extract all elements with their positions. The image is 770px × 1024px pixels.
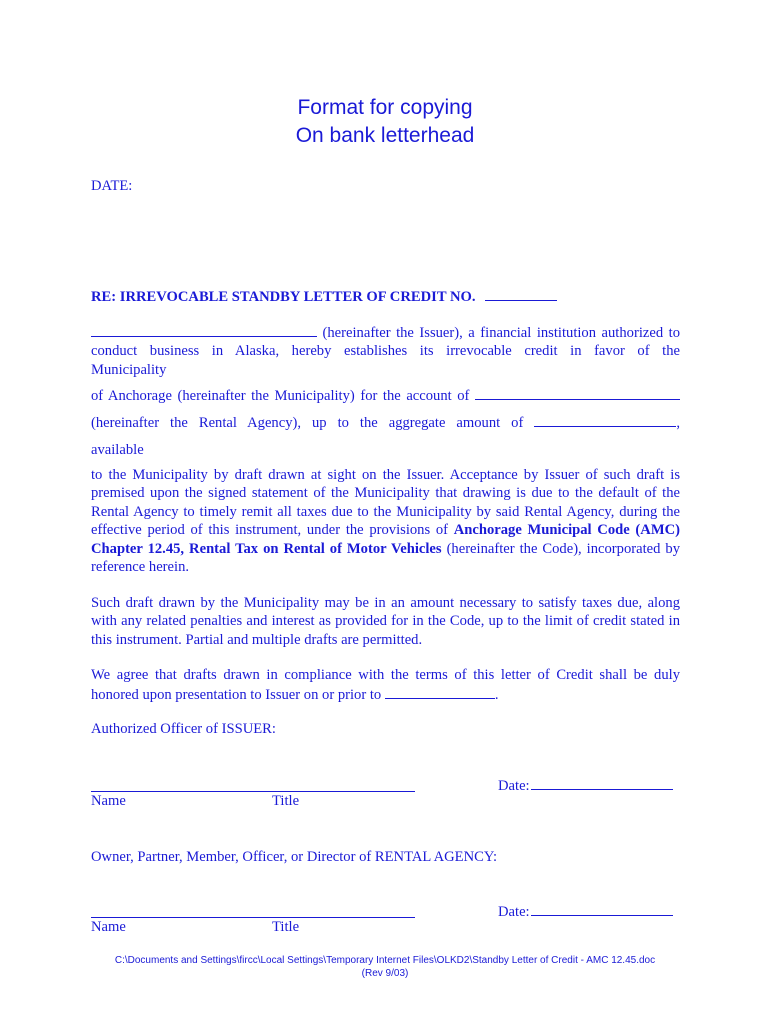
draft-text-a: to the Municipality by draft drawn at sight on the Issuer. Acceptance by Issuer of such draft is premised upon the signed statement of the Municipality that drawing is due to the default of the Rental Agency to timely remit all taxes due to the Municipality by said Rental Agency, during the effective period of this instrument, under the provisions of — [91, 467, 680, 539]
issuer-paragraph — [91, 322, 680, 379]
issuer-name-label: Name — [91, 793, 126, 809]
amount-comma: , — [676, 415, 680, 431]
account-paragraph — [91, 385, 680, 405]
issuer-line-2: conduct business in Alaska, hereby establishes its irrevocable credit in favor of the — [91, 343, 680, 360]
title-line-1: Format for copying — [297, 96, 473, 119]
amount-blank[interactable] — [534, 412, 676, 427]
issuer-date-field — [498, 775, 673, 795]
agency-name-label: Name — [91, 919, 126, 935]
issuer-line-1-text: (hereinafter the Issuer), a financial institution authorized to — [322, 325, 680, 341]
issuer-officer-label: Authorized Officer of ISSUER: — [91, 721, 276, 737]
account-name-blank[interactable] — [475, 385, 680, 400]
draft-text-b: (hereinafter the Code), incorporated by reference herein. — [91, 540, 680, 576]
agency-officer-label: Owner, Partner, Member, Officer, or Director of RENTAL AGENCY: — [91, 849, 498, 865]
amount-line — [91, 412, 680, 432]
draft-paragraph — [91, 466, 680, 576]
page-title — [0, 94, 770, 150]
honor-paragraph — [91, 666, 680, 705]
issuer-line-3: Municipality — [91, 361, 167, 378]
amount-limit-paragraph: Such draft drawn by the Municipality may be in an amount necessary to satisfy taxes due, along with any related penalties and interest as provided for in the Code, up to the limit of credit stated in this instrument. Partial and multiple drafts are permitted. — [91, 595, 680, 648]
date-label: DATE: — [91, 178, 133, 194]
credit-number-blank[interactable] — [485, 286, 557, 301]
agency-title-label: Title — [272, 919, 300, 935]
footer — [0, 954, 770, 980]
issuer-name-blank[interactable] — [91, 322, 317, 337]
issuer-title-label: Title — [272, 793, 300, 809]
issuer-date-label: Date: — [498, 778, 530, 794]
re-line — [91, 286, 680, 306]
honor-period: . — [494, 687, 499, 704]
agency-date-blank[interactable] — [531, 901, 673, 916]
amount-text: (hereinafter the Rental Agency), up to the aggregate amount of — [91, 415, 524, 431]
agency-signature-line[interactable] — [91, 900, 415, 918]
agency-date-label: Date: — [498, 904, 530, 920]
issuer-line-1 — [91, 322, 680, 342]
expiry-date-blank[interactable] — [385, 684, 495, 699]
code-reference: Anchorage Municipal Code (AMC) Chapter 12.45, Rental Tax on Rental of Motor Vehicles — [91, 522, 681, 557]
amount-paragraph — [91, 412, 680, 460]
agency-date-field — [498, 901, 673, 921]
honor-text: We agree that drafts drawn in compliance with the terms of this letter of Credit shall be duly honored upon presentation to Issuer on or prior to — [91, 667, 680, 704]
issuer-signature-line[interactable] — [91, 774, 415, 792]
title-line-2: On bank letterhead — [295, 124, 475, 147]
re-line-text: RE: IRREVOCABLE STANDBY LETTER OF CREDIT NO. — [91, 289, 476, 305]
account-text: of Anchorage (hereinafter the Municipality) for the account of — [91, 388, 470, 404]
footer-revision: (Rev 9/03) — [361, 968, 409, 979]
available-word: available — [91, 442, 144, 459]
footer-file-path: C:\Documents and Settings\fircc\Local Settings\Temporary Internet Files\OLKD2\Standby Letter of Credit - AMC 12.45.doc — [114, 955, 656, 966]
issuer-date-blank[interactable] — [531, 775, 673, 790]
